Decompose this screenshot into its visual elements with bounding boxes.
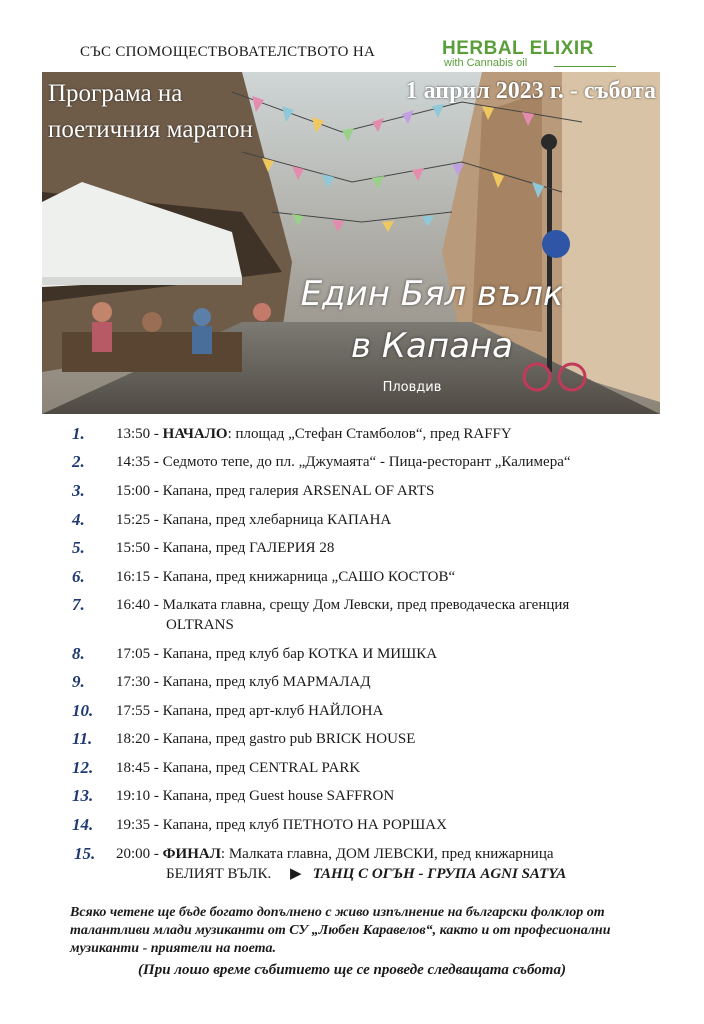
item-text: Капана, пред хлебарница КАПАНА [162,512,392,528]
item-time: 15:25 - [116,512,163,528]
banner-photo [42,72,660,414]
item-bold: ФИНАЛ [162,846,221,862]
footer-note: Всяко четене ще бъде богато допълнено с живо изпълнение на български фолклор от талантливи млади музиканти от СУ „Любен Каравелов“, както и от професионални музиканти - приятели на поета. [70,905,611,956]
logo-sub-text: with Cannabis oil [444,57,528,69]
item-time: 17:05 - [116,646,163,662]
item-number: 12. [72,758,94,777]
item-time: 13:50 - [116,426,163,442]
item-number: 2. [72,452,85,471]
item-text: Капана, пред клуб МАРМАЛАД [162,674,371,690]
item-number: 8. [72,644,85,663]
item-text: Малката главна, срещу Дом Левски, пред преводаческа агенция [162,597,570,613]
item-text: Капана, пред ГАЛЕРИЯ 28 [162,540,335,556]
item-time: 15:50 - [116,540,163,556]
program-title: Програма на поетичния маратон [48,80,253,143]
logo-underline [554,66,616,67]
item-text: Капана, пред книжарница „САШО КОСТОВ“ [162,569,456,585]
event-city: Пловдив [382,380,442,395]
item-number: 3. [72,481,85,500]
herbal-elixir-logo [442,38,622,72]
item-number: 14. [72,815,94,834]
item-time: 14:35 - [116,454,163,470]
item-text: : Малката главна, ДОМ ЛЕВСКИ, пред книжарница [220,846,554,862]
item-time: 18:20 - [116,731,163,747]
item-text: Седмото тепе, до пл. „Джумаята“ - Пица-ресторант „Калимера“ [162,454,571,470]
item-text: Капана, пред клуб ПЕТНОТО НА РОРШАХ [162,817,447,833]
item-number: 7. [72,595,85,614]
item-text: Капана, пред клуб бар КОТКА И МИШКА [162,646,438,662]
item-text: Капана, пред CENTRAL PARK [162,760,361,776]
item-number: 1. [72,424,85,443]
item-text: Капана, пред галерия ARSENAL OF ARTS [162,483,435,499]
item-extra: ТАНЦ С ОГЪН - ГРУПА AGNI SATYA [312,866,567,882]
item-continuation: OLTRANS [166,617,234,633]
item-time: 16:40 - [116,597,163,613]
sponsor-header [0,38,704,72]
item-time: 15:00 - [116,483,163,499]
item-time: 17:30 - [116,674,163,690]
item-number: 5. [72,538,85,557]
item-continuation-text: БЕЛИЯТ ВЪЛК. [166,866,272,882]
item-bold: НАЧАЛО [162,426,228,442]
item-number: 4. [72,510,85,529]
weather-note: (При лошо време събитието ще се проведе следващата събота) [138,962,566,978]
item-time: 19:10 - [116,788,163,804]
event-title-line-1: Един Бял вълк [300,274,564,314]
item-number: 11. [72,729,93,748]
item-time: 17:55 - [116,703,163,719]
play-arrow-icon: ▶ [289,866,302,882]
item-number: 6. [72,567,85,586]
item-time: 20:00 - [116,846,163,862]
item-text: Капана, пред Guest house SAFFRON [162,788,395,804]
event-title [282,268,582,372]
sponsor-text: СЪС СПОМОЩЕСТВОВАТЕЛСТВОТО НА [80,44,376,60]
item-number: 13. [72,786,94,805]
program-date: 1 април 2023 г. - събота [405,78,656,104]
item-number: 10. [72,701,94,720]
event-title-line-2: в Капана [351,326,513,366]
item-number: 15. [74,844,96,863]
item-time: 18:45 - [116,760,163,776]
item-time: 19:35 - [116,817,163,833]
item-text: Капана, пред gastro pub BRICK HOUSE [162,731,416,747]
item-time: 16:15 - [116,569,163,585]
item-number: 9. [72,672,85,691]
item-continuation [116,864,676,884]
item-text: Капана, пред арт-клуб НАЙЛОНА [162,703,384,719]
logo-main-text: HERBAL ELIXIR [442,38,594,59]
item-text: : площад „Стефан Стамболов“, пред RAFFY [227,426,512,442]
